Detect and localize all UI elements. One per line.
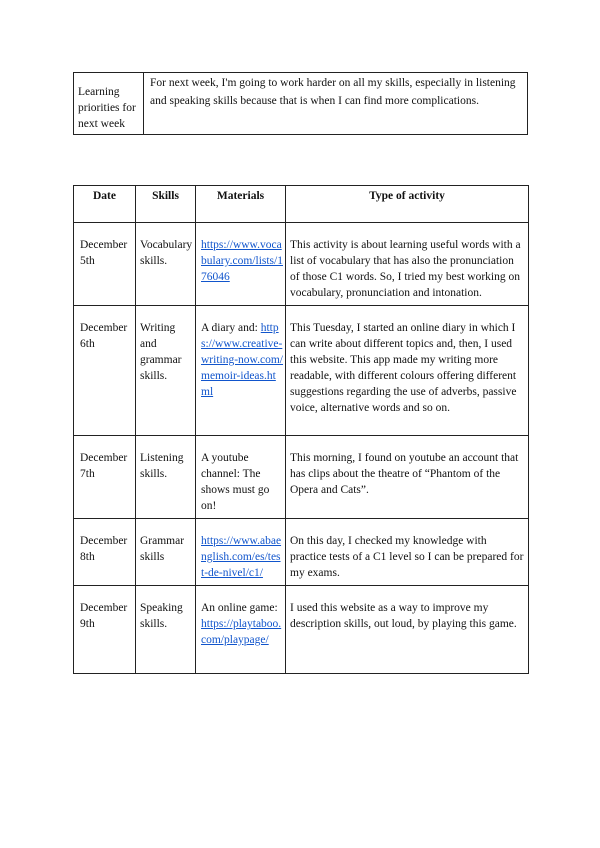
row-date: December 8th: [74, 519, 136, 586]
priorities-label: Learning priorities for next week: [74, 73, 144, 135]
row-activity: On this day, I checked my knowledge with practice tests of a C1 level so I can be prepared for my exams.: [286, 519, 529, 586]
table-row: [74, 586, 529, 674]
row-materials: [196, 306, 286, 436]
priorities-text: For next week, I'm going to work harder on all my skills, especially in listening and speaking skills because that is when I can find more complications.: [144, 73, 528, 135]
row-materials: [196, 519, 286, 586]
material-link[interactable]: https://www.vocabulary.com/lists/176046: [201, 239, 283, 283]
row-skills: Writing and grammar skills.: [136, 306, 196, 436]
activity-log-table: [73, 185, 529, 674]
row-activity: This activity is about learning useful words with a list of vocabulary that has also the pronunciation of those C1 words. So, I tried my best working on vocabulary, pronunciation and intonation.: [286, 223, 529, 306]
row-activity: I used this website as a way to improve my description skills, out loud, by playing this game.: [286, 586, 529, 674]
header-activity: Type of activity: [286, 186, 529, 223]
row-date: December 5th: [74, 223, 136, 306]
row-materials: A youtube channel: The shows must go on!: [196, 436, 286, 519]
table-row: [74, 519, 529, 586]
table-row: [74, 223, 529, 306]
material-text: A diary and:: [201, 322, 258, 334]
row-activity: This Tuesday, I started an online diary in which I can write about different topics and, then, I used this website. This app made my writing more readable, with different colours offering different suggestions regarding the use of adverbs, passive voice, alternative words and so on.: [286, 306, 529, 436]
header-skills: Skills: [136, 186, 196, 223]
material-link[interactable]: https://playtaboo.com/playpage/: [201, 618, 282, 646]
material-link[interactable]: https://www.creative-writing-now.com/memoir-ideas.html: [201, 322, 283, 398]
row-date: December 9th: [74, 586, 136, 674]
priorities-table: [73, 72, 528, 135]
row-date: December 7th: [74, 436, 136, 519]
row-skills: Vocabulary skills.: [136, 223, 196, 306]
row-materials: [196, 586, 286, 674]
material-text: An online game:: [201, 602, 278, 614]
header-materials: Materials: [196, 186, 286, 223]
table-row: [74, 436, 529, 519]
header-date: Date: [74, 186, 136, 223]
row-skills: Listening skills.: [136, 436, 196, 519]
table-row: [74, 306, 529, 436]
row-skills: Grammar skills: [136, 519, 196, 586]
table-header-row: [74, 186, 529, 223]
row-date: December 6th: [74, 306, 136, 436]
row-activity: This morning, I found on youtube an account that has clips about the theatre of “Phantom of the Opera and Cats”.: [286, 436, 529, 519]
row-skills: Speaking skills.: [136, 586, 196, 674]
row-materials: [196, 223, 286, 306]
material-link[interactable]: https://www.abaenglish.com/es/test-de-nivel/c1/: [201, 535, 282, 579]
